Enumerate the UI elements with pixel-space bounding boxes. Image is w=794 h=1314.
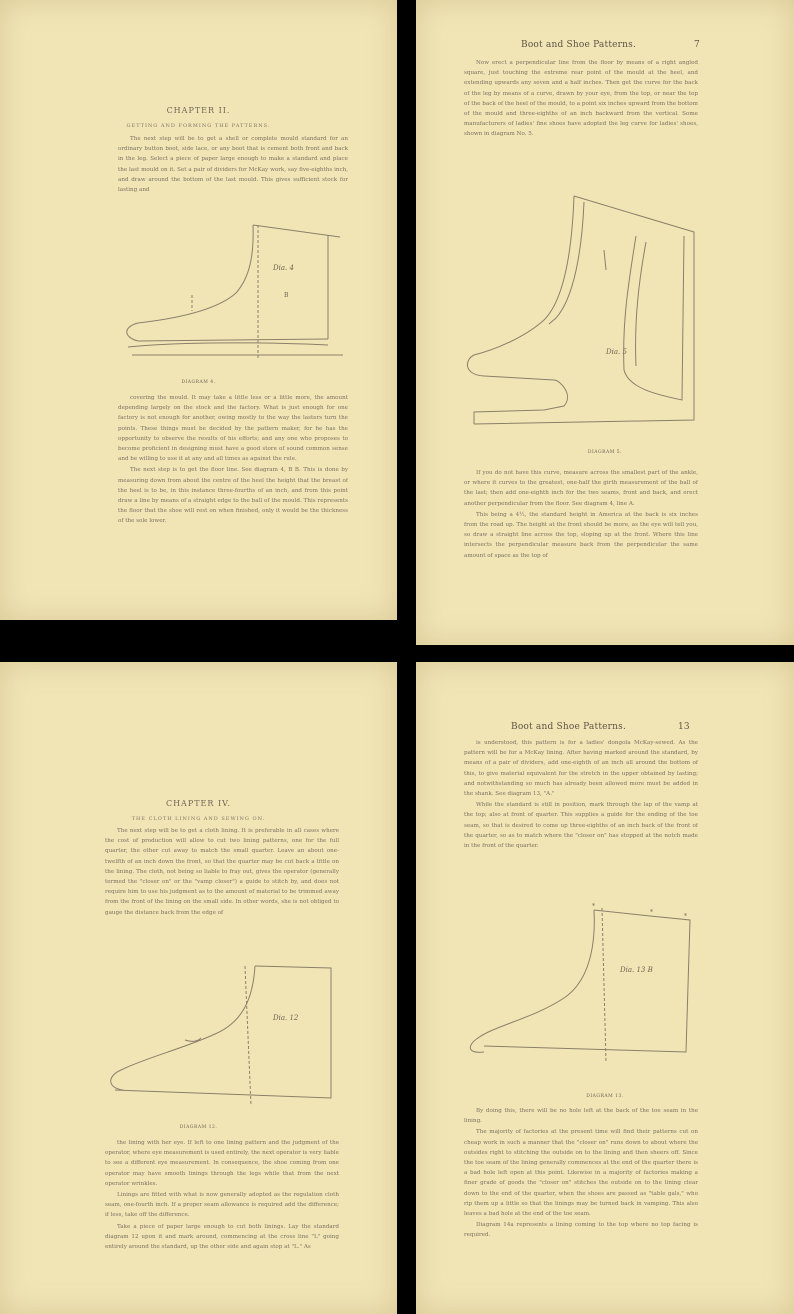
paragraph: covering the mould. It may take a little less or a little more, the amount depending largely on the stock and the factory. What is just enough for one factory is not enough for another, owing mostly to the way the lasters turn the points. These things must be decided by the pattern maker, for he has the opportunity to observe the results of his efforts; and any one who proposes to become proficient in designing must have a good store of sound common sense and be willing to use it at any and all times as against the rule. <box>118 395 348 463</box>
book-page-chapter-3 <box>0 0 397 620</box>
diagram-label: Dia. 13 B <box>620 966 653 974</box>
diagram-13-lining-marked <box>464 902 704 1082</box>
running-header: Boot and Shoe Patterns. <box>521 40 637 50</box>
paragraph: The majority of factories at the present time will find their patterns cut on cheap work in such a manner that the "closer on" runs down to about where the outsides right to stitching the outside on to the lining and then sheers off. Since the toe seam of the lining generally commences at the end of the quarter there is a bad hole left open at this point. Likewise in a majority of factories making a finer grade of goods the "closer on" stitches the outside on to the lining clear down to the end of the quarter, when the shoes are passed as "table gals," who rip them up a little so that the linings may be turned back in vamping. This also leaves a bad hole at the end of the toe seam. <box>464 1129 698 1218</box>
chapter-subtitle: GETTING AND FORMING THE PATTERNS. <box>126 123 271 129</box>
paragraph: This being a 4½, the standard height in America at the back is six inches from the road up. The height at the front should be more, as the eye will tell you, so draw a straight line across the top, sloping up at the front. Where this line intersects the perpendicular measure back from the perpendicular the same amount of space as the top of <box>464 511 698 559</box>
page-number: 7 <box>694 40 700 50</box>
text-block-bottom <box>105 1138 339 1310</box>
diagram-caption: DIAGRAM 13. <box>586 1094 624 1099</box>
paragraph: The next step will be to get a cloth lining. It is preferable in all cases where the cost of production will allow to cut two lining patterns, one for the full quarter, the other cut away to match the small quarter. Leave an about one-twelfth of an inch down the front, so that the quarter may be cut back a little on the lining. The cloth, not being so liable to fray out, gives the operator (generally termed the "closer on" or the "vamp closer") a guide to stitch by, and does not require him to use his judgment as to the amount of material to be trimmed away from the front of the lining on the small side. In other words, she is not obliged to gauge the distance back from the edge of <box>105 828 339 916</box>
diagram-caption: DIAGRAM 12. <box>179 1125 218 1130</box>
text-block-top <box>464 58 698 178</box>
text-block-top <box>105 826 339 950</box>
paragraph: By doing this, there will be no hole left at the back of the toe seam in the lining. <box>464 1108 698 1125</box>
text-block-bottom <box>464 468 698 604</box>
diagram-12-lining-pattern <box>105 958 345 1118</box>
diagram-label: Dia. 4 <box>273 264 294 272</box>
svg-text:*: * <box>592 903 595 910</box>
paragraph: Diagram 14a represents a lining coming to the top where no top facing is required. <box>464 1222 698 1239</box>
page-number: 13 <box>678 722 690 732</box>
book-page-7 <box>416 0 794 645</box>
running-header: Boot and Shoe Patterns. <box>511 722 627 732</box>
chapter-subtitle: THE CLOTH LINING AND SEWING ON. <box>131 816 266 822</box>
diagram-caption: DIAGRAM 4. <box>181 380 216 385</box>
svg-text:*: * <box>684 913 687 920</box>
diagram-label: Dia. 5 <box>606 348 627 356</box>
book-page-chapter-4 <box>0 662 397 1314</box>
text-block-bottom <box>464 1106 698 1304</box>
paragraph: the lining with her eye. If left to one lining pattern and the judgment of the operator, where eye measurement is used entirely, the next operator is very liable to see a different eye measurement. In consequence, the shoe coming from one operator may have smooth linings through the legs while that from the next operator wrinkles. <box>105 1140 339 1187</box>
chapter-title: CHAPTER II. <box>166 106 231 115</box>
diagram-5-boot-leg-curve <box>464 190 704 435</box>
paragraph: is understood, this pattern is for a ladies' dongola McKay-sewed. As the pattern will be for a McKay lining. After having marked around the standard, by means of a pair of dividers, add one-eighth of an inch all around the bottom of this, to give material equivalent for the stretch in the upper obtained by lasting; and notwithstanding so much has already been allowed more must be added in the shank. See diagram 13, "A." <box>464 740 698 798</box>
diagram-label: Dia. 12 <box>273 1014 299 1022</box>
paragraph: Now erect a perpendicular line from the floor by means of a right angled square, just touching the extreme rear point of the mould at the heel, and extending upwards any seven and a half inches. Then get the curve for the back of the leg by means of a curve, drawn by your eye, from the top, or near the top of the back of the heel of the mould, to a point six inches upward from the bottom of the mould and three-eighths of an inch backward from the vertical. Some manufacturers of ladies' fine shoes have adopted the leg curve for ladies' shoes, shown in diagram No. 5. <box>464 60 698 138</box>
paragraph: While the standard is still in position, mark through the lap of the vamp at the top; also at front of quarter. This supplies a guide for the ending of the toe seam, so that is desired to come up three-eighths of an inch back of the front of the quarter, so as to match where the "closer on" has stopped at the notch made in the front of the quarter. <box>464 802 698 850</box>
paragraph: Linings are fitted with what is now generally adopted as the regulation cloth seam, one-fourth inch. If a proper seam allowance is required add the difference; if less, take off the difference. <box>105 1192 339 1219</box>
book-page-13 <box>416 662 794 1314</box>
text-block-top <box>118 134 348 216</box>
chapter-title: CHAPTER IV. <box>165 799 232 808</box>
diagram-mark: B <box>284 292 289 299</box>
diagram-caption: DIAGRAM 5. <box>587 450 623 455</box>
svg-text:*: * <box>650 909 653 916</box>
paragraph: The next step is to get the floor line. See diagram 4, B B. This is done by measuring down from about the centre of the heel the height that the breast of the heel is to be, in this instance three-fourths of an inch, and from this point draw a line by means of a straight edge to the ball of the mould. This represents the floor that the shoe will rest on when finished, only it would be the thickness of the sole lower. <box>118 467 348 525</box>
paragraph: Take a piece of paper large enough to cut both linings. Lay the standard diagram 12 upon it and mark around, commencing at the cross line "L" going entirely around the standard, up the other side and again stop at "L." As <box>105 1223 339 1251</box>
diagram-4-boot-pattern <box>118 215 358 375</box>
text-block-top <box>464 738 698 892</box>
paragraph: The next step will be to get a shell or complete mould standard for an ordinary button boot, side lace, or any boot that is cement both front and back in the leg. Select a piece of paper large enough to make a standard and place the last mould on it. Set a pair of dividers for McKay work, say five-eighths inch, and draw around the bottom of the last mould. This gives sufficient stock for lasting and <box>118 136 348 194</box>
text-block-bottom <box>118 393 348 615</box>
paragraph: If you do not have this curve, measure across the smallest part of the ankle, or where it curves to the greatest, one-half the girth measurement of the ball of the last; then add one-eighth inch for the two seams, front and back, and erect another perpendicular from the floor. See diagram 4, line A. <box>464 470 698 507</box>
